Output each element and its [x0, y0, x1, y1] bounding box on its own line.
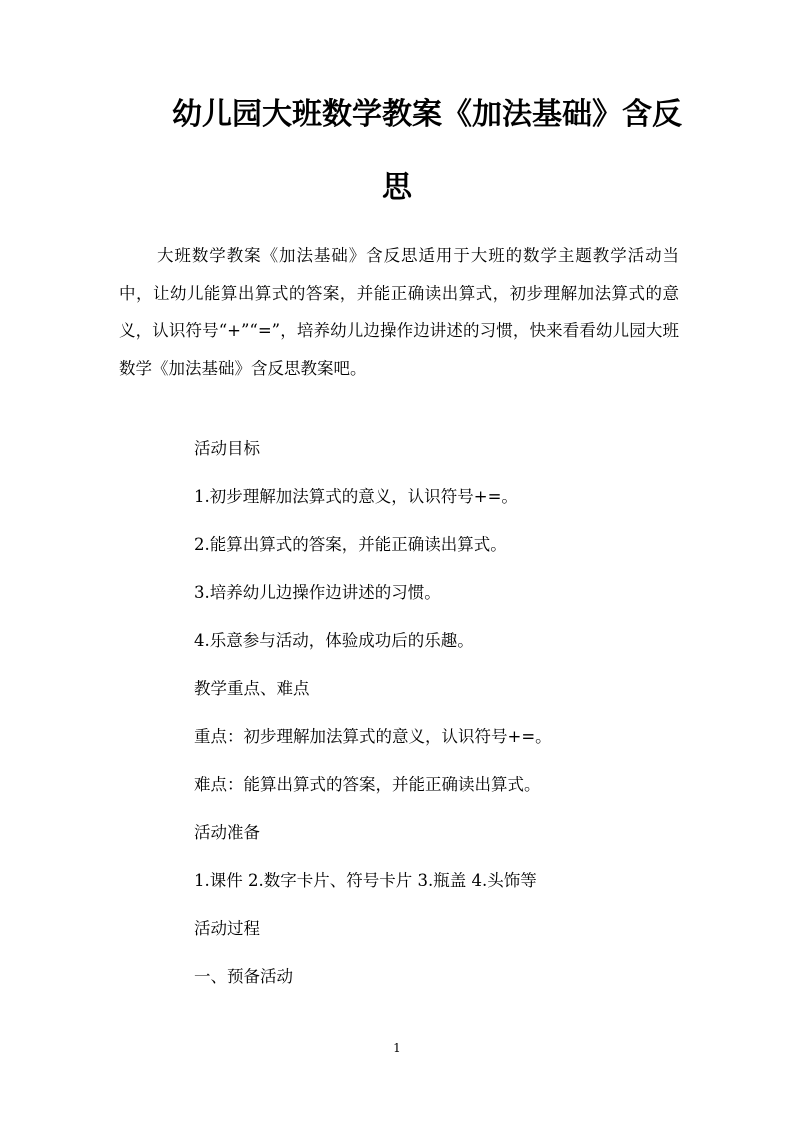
heading-key-points: 教学重点、难点 — [194, 679, 310, 698]
intro-paragraph-block — [119, 237, 679, 387]
difficulty-item: 难点：能算出算式的答案，并能正确读出算式。 — [194, 775, 541, 794]
heading-activity-goals: 活动目标 — [194, 439, 260, 458]
key-point-item: 重点：初步理解加法算式的意义，认识符号+=。 — [194, 727, 552, 746]
page-number: 1 — [393, 1041, 401, 1055]
goal-item-1: 1.初步理解加法算式的意义，认识符号+=。 — [194, 487, 518, 506]
preparation-item: 1.课件 2.数字卡片、符号卡片 3.瓶盖 4.头饰等 — [194, 871, 537, 890]
heading-process: 活动过程 — [194, 919, 260, 938]
goal-item-3: 3.培养幼儿边操作边讲述的习惯。 — [194, 583, 441, 602]
document-title-line-2: 思 — [382, 170, 412, 205]
goal-item-2: 2.能算出算式的答案，并能正确读出算式。 — [194, 535, 507, 554]
intro-paragraph: 大班数学教案《加法基础》含反思适用于大班的数学主题教学活动当中，让幼儿能算出算式的答案，并能正确读出算式，初步理解加法算式的意义，认识符号“+”“=”，培养幼儿边操作边讲述的习惯，快来看看幼儿园大班数学《加法基础》含反思教案吧。 — [119, 246, 679, 378]
heading-preparation: 活动准备 — [194, 823, 260, 842]
document-title-line-1: 幼儿园大班数学教案《加法基础》含反 — [172, 97, 682, 132]
process-step-1: 一、预备活动 — [194, 967, 293, 986]
goal-item-4: 4.乐意参与活动，体验成功后的乐趣。 — [194, 631, 474, 650]
